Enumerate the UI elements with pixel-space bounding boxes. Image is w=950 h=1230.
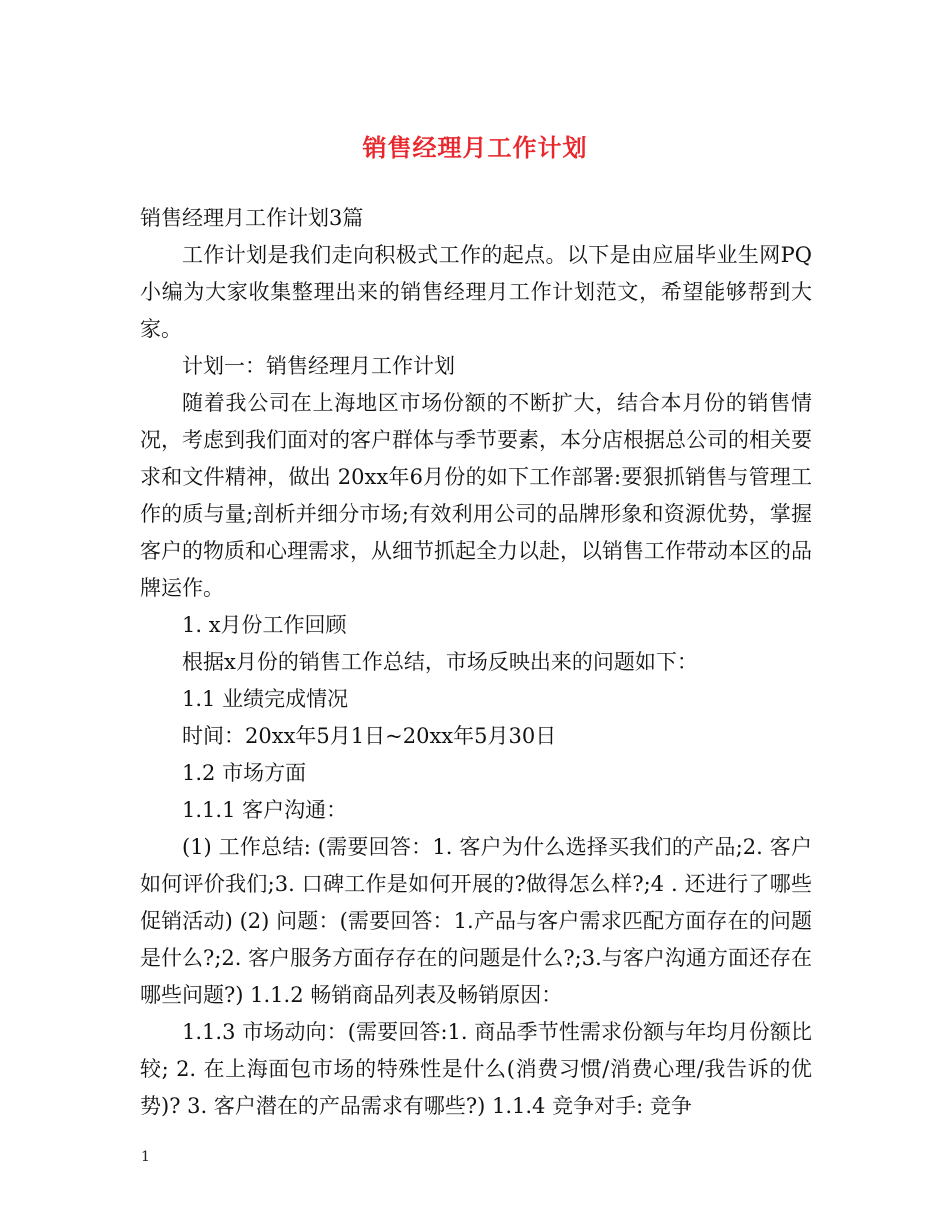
section-heading-market: 1.2 市场方面 <box>182 761 307 785</box>
paragraph-intro: 工作计划是我们走向积极式工作的起点。以下是由应届毕业生网PQ小编为大家收集整理出来的销售经理月工作计划范文，希望能够帮到大家。 <box>140 243 812 341</box>
section-heading-performance: 1.1 业绩完成情况 <box>182 687 349 711</box>
paragraph-market-trend: 1.1.3 市场动向：(需要回答:1. 商品季节性需求份额与年均月份额比较; 2. 在上海面包市场的特殊性是什么(消费习惯/消费心理/我告诉的优势)? 3. 客户潜在的产品需求有哪些?) 1.1.4 竞争对手: 竞争 <box>140 1020 812 1118</box>
paragraph-plan-heading: 计划一：销售经理月工作计划 <box>182 354 455 378</box>
section-heading-review: 1. x月份工作回顾 <box>182 613 347 637</box>
paragraph-time-range: 时间：20xx年5月1日~20xx年5月30日 <box>182 724 557 748</box>
paragraph-review-intro: 根据x月份的销售工作总结，市场反映出来的问题如下： <box>182 650 698 674</box>
paragraph-plan-body: 随着我公司在上海地区市场份额的不断扩大，结合本月份的销售情况，考虑到我们面对的客户群体与季节要素，本分店根据总公司的相关要求和文件精神，做出 20xx年6月份的如下工作部署:要狠抓销售与管理工作的质与量;剖析并细分市场;有效利用公司的品牌形象和资源优势，掌握客户的物质和心理需求，从细节抓起全力以赴，以销售工作带动本区的品牌运作。 <box>140 391 812 600</box>
document-title: 销售经理月工作计划 <box>362 133 588 162</box>
paragraph-work-summary: (1) 工作总结: (需要回答：1. 客户为什么选择买我们的产品;2. 客户如何评价我们;3. 口碑工作是如何开展的?做得怎么样?;4 . 还进行了哪些促销活动) (2) 问题：(需要回答：1.产品与客户需求匹配方面存在的问题是什么?;2. 客户服务方面存存在的问题是什么?;3.与客户沟通方面还存在哪些问题?) 1.1.2 畅销商品列表及畅销原因： <box>140 835 812 1007</box>
page-number: 1 <box>141 1149 150 1165</box>
section-heading-customer-communication: 1.1.1 客户沟通： <box>182 798 348 822</box>
document-subtitle: 销售经理月工作计划3篇 <box>140 206 364 230</box>
document-body <box>140 200 812 1125</box>
